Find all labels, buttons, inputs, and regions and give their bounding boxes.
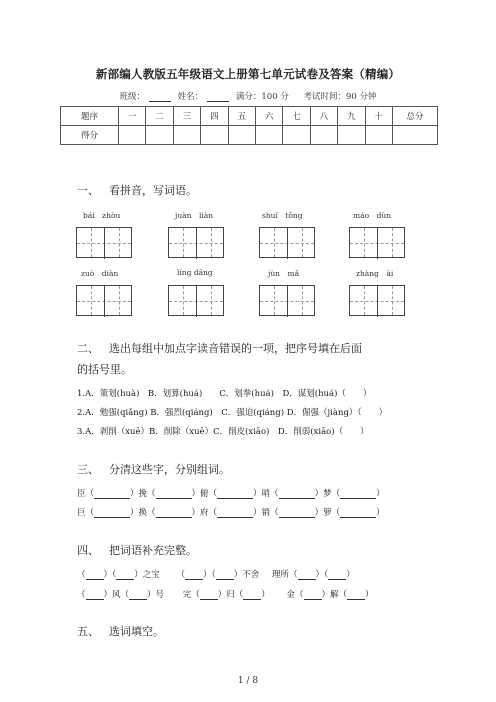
char-label: ）箩（ (314, 508, 341, 518)
answer-blank[interactable] (279, 508, 315, 518)
idiom-text: （ (176, 570, 186, 580)
char-label: 臣（ (77, 489, 95, 499)
writing-grid[interactable] (168, 285, 224, 316)
answer-blank[interactable] (94, 508, 130, 518)
writing-grid[interactable] (349, 227, 405, 258)
answer-blank[interactable] (86, 590, 104, 600)
answer-blank[interactable] (129, 590, 147, 600)
score-cell[interactable] (119, 126, 146, 145)
answer-blank[interactable] (185, 570, 203, 580)
char-label: 巨（ (77, 508, 95, 518)
time-label: 考试时间：90 分钟 (303, 92, 377, 102)
answer-blank[interactable] (243, 590, 261, 600)
section-title: 选词填空。 (109, 625, 164, 638)
pinyin: shuǐ tǒng (262, 211, 303, 220)
section-1-heading (77, 182, 197, 198)
writing-grid[interactable] (349, 285, 405, 316)
name-label: 姓名： (177, 92, 204, 102)
char-label: ）换（ (130, 508, 156, 518)
score-cell[interactable] (173, 126, 200, 145)
score-cell[interactable] (283, 126, 310, 145)
section-title: 分清这些字，分别组词。 (109, 463, 230, 476)
idiom-text: ） (365, 590, 374, 600)
class-blank (149, 92, 171, 102)
char-label: ）哨（ (253, 489, 279, 499)
section-title: 把词语补充完整。 (109, 544, 197, 557)
score-cell[interactable] (255, 126, 282, 145)
char-label: ）俯（ (191, 489, 218, 499)
answer-blank[interactable] (340, 508, 376, 518)
answer-blank[interactable] (279, 489, 315, 499)
answer-blank[interactable] (304, 590, 322, 600)
score-cell[interactable] (228, 126, 255, 145)
score-table-header (61, 107, 438, 126)
page-number: 1 / 8 (237, 676, 259, 686)
section-number: 一、 (77, 184, 99, 197)
char-label: ）府（ (191, 508, 218, 518)
class-label: 班级： (119, 92, 145, 102)
pinyin: juàn liàn (175, 211, 214, 220)
section-number: 五、 (77, 625, 99, 638)
word-row-2 (77, 506, 385, 518)
idiom-text: ）归（ (217, 590, 244, 600)
section-number: 三、 (77, 463, 99, 476)
header-cell: 四 (201, 107, 228, 126)
exam-meta (0, 90, 496, 102)
idiom-text: 金（ (286, 590, 304, 600)
header-cell: 总分 (393, 107, 438, 126)
word-row-1 (77, 487, 385, 499)
idiom-text: ） (346, 570, 355, 580)
answer-blank[interactable] (156, 489, 192, 499)
header-cell: 三 (173, 107, 200, 126)
idiom-row-2 (77, 588, 374, 600)
score-cell[interactable] (338, 126, 365, 145)
pinyin: zhàng ài (356, 269, 394, 278)
idiom-text: ）（ (203, 570, 216, 580)
writing-grid[interactable] (76, 227, 132, 258)
score-label: 满分：100 分 (235, 92, 289, 102)
answer-blank[interactable] (217, 508, 253, 518)
idiom-row-1 (77, 568, 355, 580)
idiom-text: ）解（ (321, 590, 348, 600)
char-label: ）销（ (253, 508, 279, 518)
answer-blank[interactable] (94, 489, 130, 499)
answer-blank[interactable] (156, 508, 192, 518)
char-label: ）梦（ (314, 489, 341, 499)
pinyin: bái zhòu (83, 211, 121, 220)
section-number: 四、 (77, 544, 99, 557)
answer-blank[interactable] (298, 570, 316, 580)
writing-grid[interactable] (76, 285, 132, 316)
answer-blank[interactable] (340, 489, 376, 499)
pinyin: máo dùn (353, 211, 392, 220)
question-item: 2.A．勉强(qiǎng) B．强烈(qiáng) C．强迫(qiáng) D．倔强（jiàng）（ ） (77, 408, 388, 418)
section-title: 选出每组中加点字读音错误的一项，把序号填在后面 (109, 342, 362, 355)
idiom-text: ）（ (315, 570, 329, 580)
idiom-text: ）不舍 (233, 570, 260, 580)
question-item: 1.A．策划(huà) B．划算(huá) C．划拳(huá) D．谋划(huá)（ ） (77, 389, 372, 399)
header-cell: 九 (338, 107, 365, 126)
section-title: 看拼音，写词语。 (109, 184, 197, 197)
answer-blank[interactable] (86, 570, 104, 580)
score-cell[interactable] (393, 126, 438, 145)
header-cell: 题序 (61, 107, 119, 126)
score-cell[interactable] (146, 126, 173, 145)
idiom-text: ）风（ (103, 590, 130, 600)
idiom-text: ）（ (103, 570, 117, 580)
score-cell[interactable] (365, 126, 392, 145)
header-cell: 六 (255, 107, 282, 126)
row-label: 得分 (61, 126, 119, 145)
answer-blank[interactable] (328, 570, 346, 580)
idiom-text: 理所（ (272, 570, 298, 580)
section-4-heading (77, 542, 197, 558)
answer-blank[interactable] (217, 489, 253, 499)
score-cell[interactable] (310, 126, 337, 145)
idiom-text: 完（ (182, 590, 200, 600)
header-cell: 二 (146, 107, 173, 126)
pinyin: jùn mǎ (268, 269, 300, 278)
score-table-row (61, 126, 438, 145)
header-cell: 十 (365, 107, 392, 126)
section-2-heading (77, 340, 362, 356)
writing-grid[interactable] (259, 285, 315, 316)
idiom-text: ） (261, 590, 270, 600)
char-label: ） (376, 508, 385, 518)
answer-blank[interactable] (116, 570, 134, 580)
section-2-heading-cont: 的括号里。 (77, 363, 132, 376)
exam-title: 新部编人教版五年级语文上册第七单元试卷及答案（精编） (95, 67, 401, 81)
section-5-heading (77, 623, 164, 639)
char-label: ） (376, 489, 385, 499)
header-cell: 五 (228, 107, 255, 126)
score-cell[interactable] (201, 126, 228, 145)
pinyin: líng dāng (177, 268, 213, 277)
idiom-text: ）之宝 (134, 570, 160, 580)
idiom-text: （ (77, 590, 86, 600)
answer-blank[interactable] (347, 590, 365, 600)
header-cell: 一 (119, 107, 146, 126)
writing-grid[interactable] (168, 227, 224, 258)
idiom-text: ）号 (147, 590, 165, 600)
pinyin: zuò diàn (81, 269, 119, 278)
score-table (60, 106, 438, 145)
writing-grid[interactable] (259, 227, 315, 258)
name-blank (207, 92, 229, 102)
question-item: 3.A．剥削（xuē）B．削除（xuē）C．削皮(xiāo) D．削弱(xiāo)（ ） (77, 427, 369, 437)
answer-blank[interactable] (216, 570, 234, 580)
section-3-heading (77, 461, 230, 477)
section-number: 二、 (77, 342, 99, 355)
char-label: ）挽（ (130, 489, 156, 499)
header-cell: 八 (310, 107, 337, 126)
header-cell: 七 (283, 107, 310, 126)
answer-blank[interactable] (200, 590, 218, 600)
idiom-text: （ (77, 570, 86, 580)
